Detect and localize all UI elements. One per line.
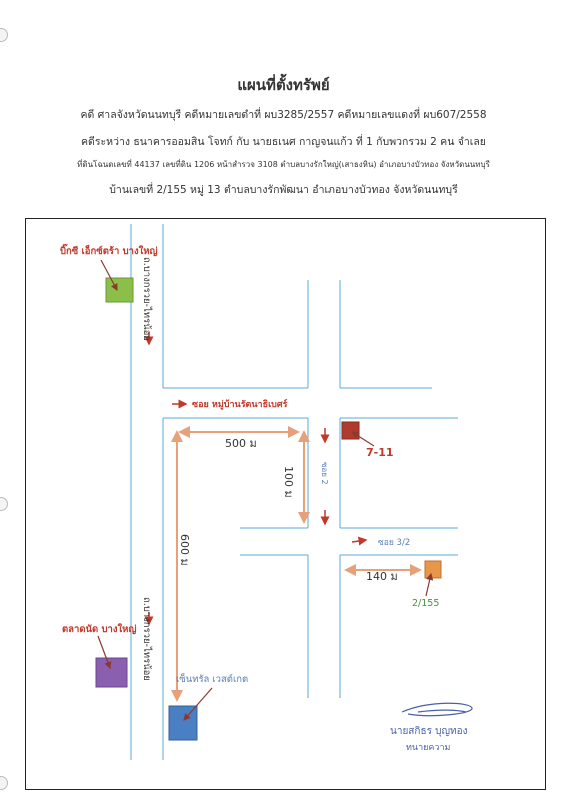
pointer-line (184, 688, 212, 720)
soi-2-road (308, 280, 340, 698)
direction-arrow (352, 540, 366, 542)
soi-3-2-road (240, 528, 458, 555)
case-number-line: คดี ศาลจังหวัดนนทบุรี คดีหมายเลขดำที่ ผบ3285/2557 คดีหมายเลขแดงที่ ผบ607/2558 (80, 109, 487, 121)
distance-140-label: 140 ม (366, 570, 398, 583)
seven-eleven-label: 7-11 (366, 446, 394, 459)
bigc-label: บิ๊กซี เอ็กซ์ตร้า บางใหญ่ (60, 246, 158, 257)
central-marker (169, 706, 197, 740)
house-marker (425, 561, 441, 578)
soi-2-label: ซอย 2 (320, 462, 329, 485)
signature-name: นายสกิธร บุญทอง (390, 726, 468, 737)
main-road-label-bottom: ถ.บางกรวย-ไทรน้อย (141, 597, 152, 681)
page-title: แผนที่ตั้งทรัพย์ (237, 76, 330, 94)
house-number-label: 2/155 (412, 598, 440, 609)
bigc-marker (106, 278, 133, 302)
address-line: บ้านเลขที่ 2/155 หมู่ 13 ตำบลบางรักพัฒนา อำเภอบางบัวทอง จังหวัดนนทบุรี (109, 184, 458, 196)
parties-line: คดีระหว่าง ธนาคารออมสิน โจทก์ กับ นายธเนศ กาญจนแก้ว ที่ 1 กับพวกรวม 2 คน จำเลย (81, 136, 486, 148)
distance-600-label: 600 ม (178, 534, 191, 566)
seven-eleven-marker (342, 422, 359, 439)
signature-mark (402, 703, 472, 715)
signature-role: ทนายความ (406, 743, 451, 753)
central-label: เซ็นทรัล เวสต์เกต (176, 674, 249, 685)
soi-village-label: ซอย หมู่บ้านรัตนาธิเบศร์ (192, 400, 288, 410)
soi-3-2-label: ซอย 3/2 (378, 538, 411, 548)
market-label: ตลาดนัด บางใหญ่ (62, 624, 137, 635)
land-deed-line: ที่ดินโฉนดเลขที่ 44137 เลขที่ดิน 1206 หน้าสำรวจ 3108 ตำบลบางรักใหญ่(เสาธงหิน) อำเภอบางบัวทอง จังหวัดนนทบุรี (77, 160, 490, 169)
distance-100-label: 100 ม (282, 466, 295, 498)
distance-500-label: 500 ม (225, 437, 257, 450)
main-road-label-top: ถ.บางกรวย-ไทรน้อย (141, 257, 152, 341)
market-marker (96, 658, 127, 687)
